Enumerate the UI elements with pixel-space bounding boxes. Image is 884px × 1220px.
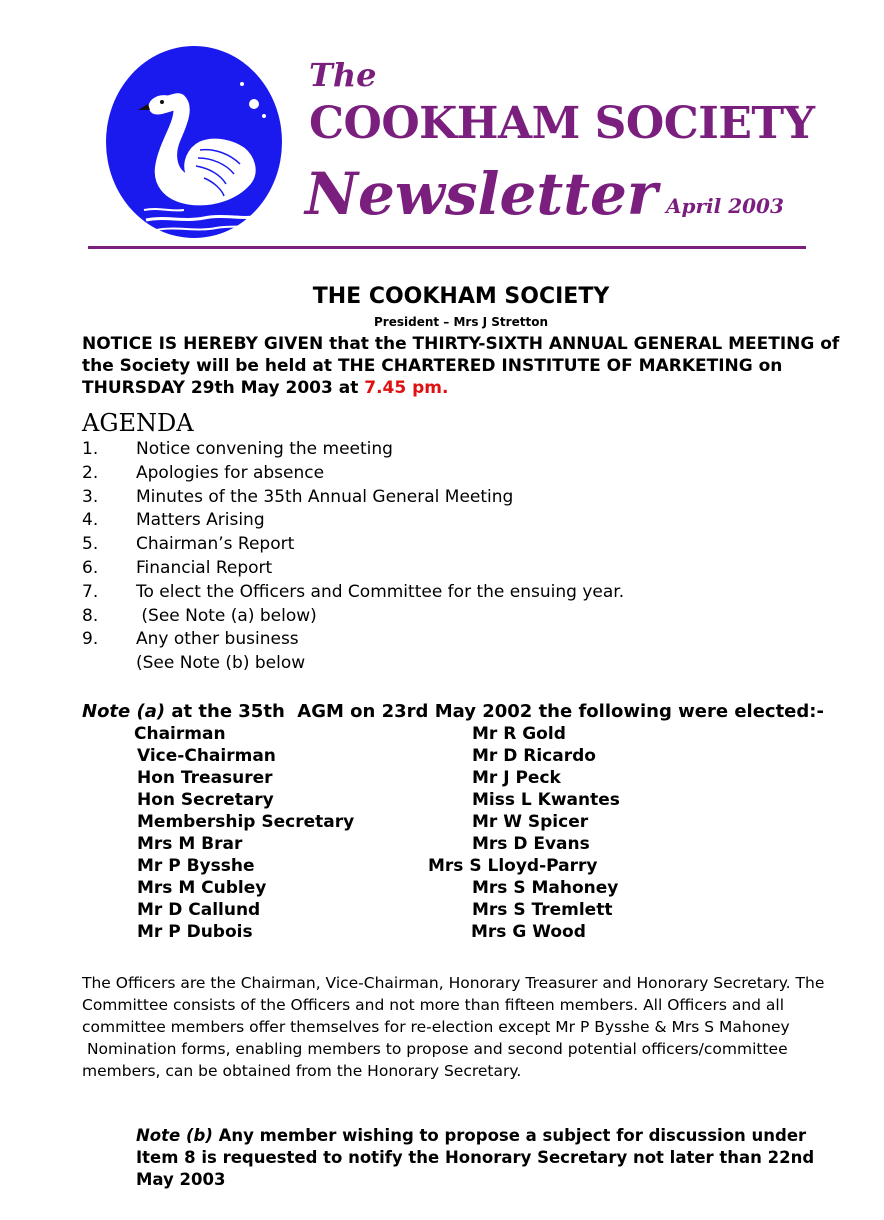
masthead-society-name: COOKHAM SOCIETY — [309, 98, 815, 149]
elected-left: Mr P Dubois — [137, 922, 253, 942]
note-b-text: Any member wishing to propose a subject for discussion under Item 8 is requested to notify the Honorary Secretary not later than 22nd May 2003 — [136, 1126, 815, 1189]
notice-title: THE COOKHAM SOCIETY — [312, 284, 610, 309]
elected-left: Hon Secretary — [137, 790, 274, 810]
agenda-item-text: Minutes of the 35th Annual General Meeting — [136, 486, 514, 507]
masthead-the: The — [309, 56, 377, 94]
elected-right: Miss L Kwantes — [472, 790, 620, 810]
note-a-heading — [82, 701, 824, 722]
agenda-list — [82, 438, 842, 676]
elected-right: Mrs G Wood — [471, 922, 586, 942]
elected-right: Mr J Peck — [472, 768, 561, 788]
agenda-item-text: Matters Arising — [136, 510, 265, 531]
president-line: President – Mrs J Stretton — [374, 315, 548, 329]
agenda-item-text: Financial Report — [136, 557, 273, 578]
agenda-item-number: 6. — [82, 557, 99, 578]
elected-left: Hon Treasurer — [137, 768, 273, 788]
agenda-item-number: 4. — [82, 510, 99, 531]
note-a-label: Note (a) — [82, 701, 166, 722]
elected-left: Mr D Callund — [137, 900, 261, 920]
elected-left: Chairman — [134, 724, 226, 744]
agenda-item — [82, 581, 842, 605]
elected-right: Mrs D Evans — [472, 834, 590, 854]
agenda-item — [82, 509, 842, 533]
elected-right: Mr R Gold — [472, 724, 566, 744]
agenda-item-number: 5. — [82, 534, 99, 555]
meeting-time: 7.45 pm. — [364, 378, 449, 398]
nomination-text: Nomination forms, enabling members to propose and second potential officers/committee members, can be obtained from the Honorary Secretary. — [82, 1040, 793, 1080]
agenda-item-number: 9. — [82, 629, 99, 650]
agenda-item — [82, 557, 842, 581]
agenda-item — [82, 605, 842, 629]
officers-paragraph — [82, 972, 842, 1082]
swan-logo — [104, 44, 284, 240]
agenda-item-text: Notice convening the meeting — [136, 439, 393, 459]
issue-date: April 2003 — [666, 194, 784, 218]
agenda-item-text: Any other business — [136, 629, 299, 650]
agenda-item — [82, 533, 842, 557]
agenda-item-number: 2. — [82, 462, 99, 483]
agenda-item-number: 7. — [82, 581, 99, 602]
agenda-item — [82, 486, 842, 510]
note-b-label: Note (b) — [136, 1126, 213, 1145]
agenda-item-number: 8. — [82, 605, 99, 626]
agenda-item — [82, 652, 842, 676]
elected-right: Mr W Spicer — [472, 812, 589, 832]
elected-right: Mrs S Tremlett — [472, 900, 613, 920]
elected-left: Mrs M Cubley — [137, 878, 267, 898]
elected-right: Mr D Ricardo — [472, 746, 596, 766]
agenda-item-text: To elect the Officers and Committee for the ensuing year. — [136, 581, 625, 602]
agenda-item-text: Chairman’s Report — [136, 534, 295, 555]
masthead-newsletter: Newsletter — [305, 160, 658, 228]
agenda-item — [82, 628, 842, 652]
elected-right: Mrs S Mahoney — [472, 878, 619, 898]
note-b — [136, 1125, 826, 1191]
elected-right: Mrs S Lloyd-Parry — [428, 856, 598, 876]
masthead-divider — [88, 246, 806, 249]
agenda-item-text: (See Note (b) below — [136, 653, 306, 674]
agenda-item — [82, 462, 842, 486]
agenda-item-number: 3. — [82, 486, 99, 507]
meeting-notice — [82, 333, 852, 399]
officers-text: The Officers are the Chairman, Vice-Chairman, Honorary Treasurer and Honorary Secretary. The Committee consists of the Officers and not more than fifteen members. All Officers and all committee members offer themselves for re-election except Mr P Bysshe & Mrs S Mahoney — [82, 974, 825, 1036]
elected-left: Mrs M Brar — [137, 834, 243, 854]
agenda-item-text: (See Note (a) below) — [136, 605, 317, 626]
note-a-text: at the 35th AGM on 23rd May 2002 the following were elected:- — [165, 701, 824, 722]
elected-left: Membership Secretary — [137, 812, 355, 832]
agenda-heading: AGENDA — [82, 409, 194, 437]
elected-left: Vice-Chairman — [137, 746, 276, 766]
notice-text: NOTICE IS HEREBY GIVEN that the THIRTY-SIXTH ANNUAL GENERAL MEETING of the Society will be held at THE CHARTERED INSTITUTE OF MARKETING on THURSDAY 29th May 2003 at — [82, 334, 840, 398]
elected-left: Mr P Bysshe — [137, 856, 255, 876]
agenda-item-number: 1. — [82, 439, 99, 459]
agenda-item — [82, 438, 842, 462]
agenda-item-text: Apologies for absence — [136, 462, 325, 483]
